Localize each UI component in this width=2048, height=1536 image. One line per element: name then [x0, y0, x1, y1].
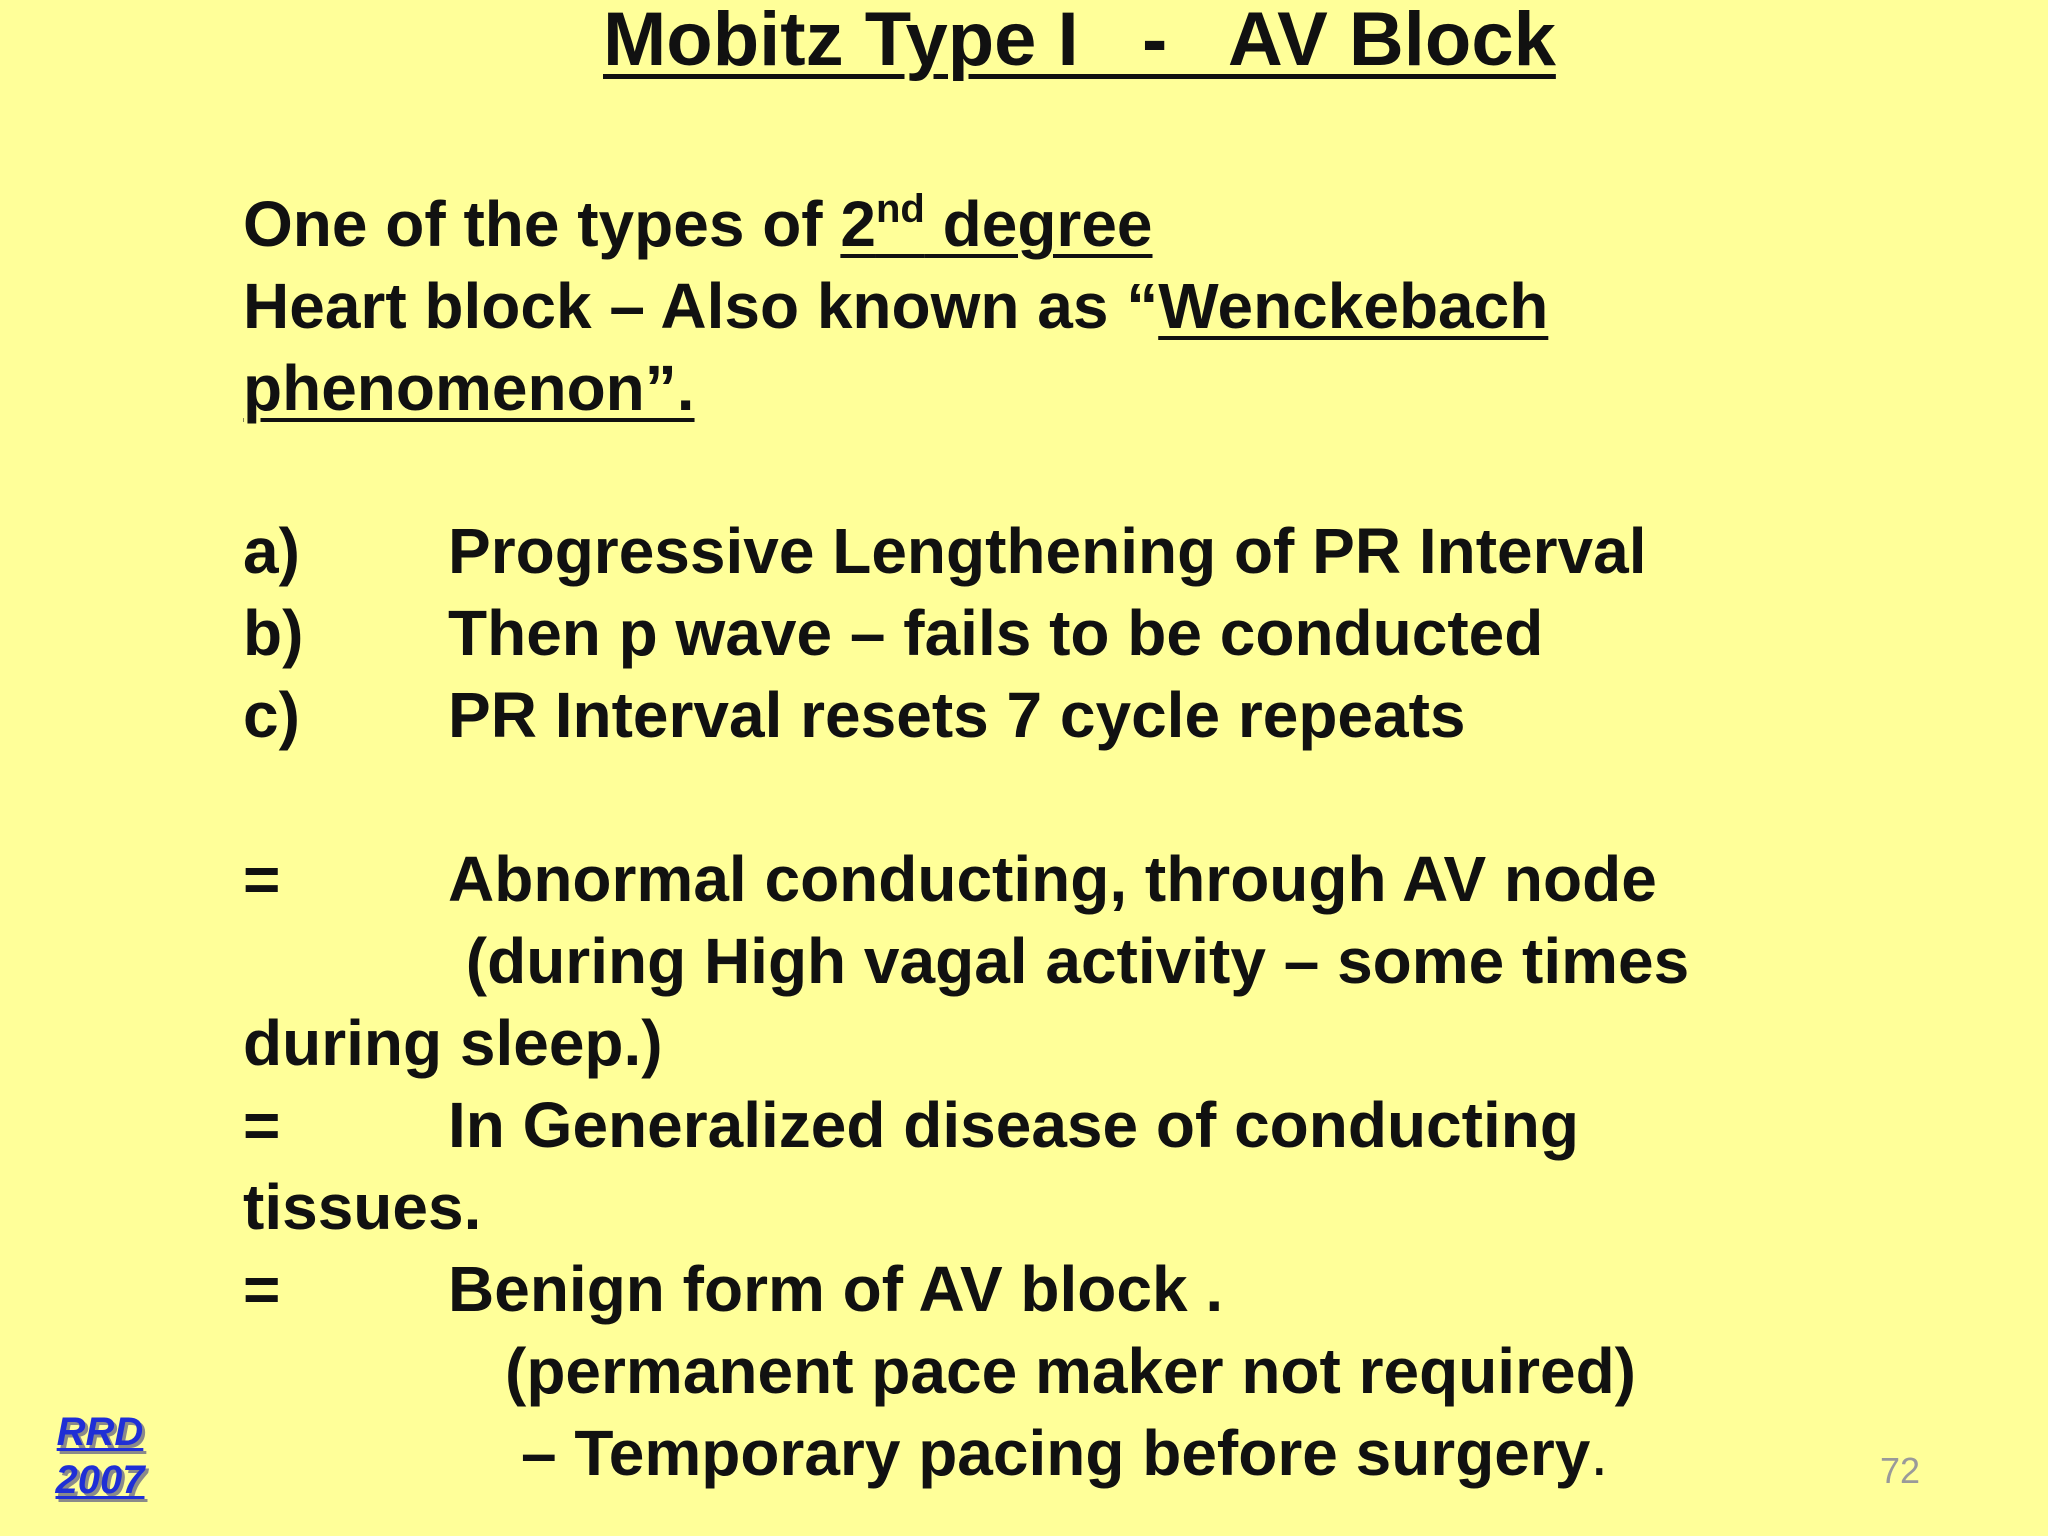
point-1-text: Abnormal conducting, through AV node: [448, 843, 1657, 915]
list-label-c: c): [243, 679, 300, 751]
intro-line-3: phenomenon”.: [243, 352, 695, 424]
point-3: [243, 1253, 1223, 1325]
intro-line-1: [243, 188, 1153, 260]
point-2-label: =: [243, 1089, 281, 1161]
point-3-sub-2-text: – Temporary pacing before surgery: [521, 1417, 1591, 1489]
logo-line-2: 2007: [55, 1458, 145, 1502]
point-3-sub-2: [521, 1417, 1608, 1489]
list-text-a: Progressive Lengthening of PR Interval: [448, 515, 1647, 587]
point-1: [243, 843, 1657, 915]
degree-phrase: [840, 188, 1152, 260]
point-1-sub: (during High vagal activity – some times: [448, 925, 1690, 997]
intro-line-1-prefix: One of the types of: [243, 188, 841, 260]
list-item-c: [243, 679, 1466, 751]
list-text-c: PR Interval resets 7 cycle repeats: [448, 679, 1466, 751]
page-number: 72: [1880, 1450, 1921, 1491]
list-text-b: Then p wave – fails to be conducted: [448, 597, 1544, 669]
point-1-label: =: [243, 843, 281, 915]
intro-line-2-prefix: Heart block – Also known as “: [243, 270, 1159, 342]
list-label-a: a): [243, 515, 300, 587]
wenckebach-term: Wenckebach: [1158, 270, 1549, 342]
point-2-text: In Generalized disease of conducting: [448, 1089, 1579, 1161]
rrd-logo: [30, 1408, 170, 1504]
slide-title: Mobitz Type I - AV Block: [603, 0, 1556, 82]
intro-line-2: [243, 270, 1548, 342]
degree-number: 2: [840, 188, 876, 260]
logo-line-1: RRD: [56, 1410, 144, 1454]
point-3-text: Benign form of AV block .: [448, 1253, 1224, 1325]
point-1-cont: during sleep.): [243, 1007, 663, 1079]
degree-word: degree: [924, 188, 1153, 260]
point-2: [243, 1089, 1579, 1161]
list-item-a: [243, 515, 1646, 587]
list-label-b: b): [243, 597, 304, 669]
point-3-sub-1: (permanent pace maker not required): [505, 1335, 1636, 1407]
point-3-sub-2-period: .: [1590, 1417, 1609, 1489]
list-item-b: [243, 597, 1543, 669]
degree-superscript: nd: [875, 187, 925, 231]
point-3-label: =: [243, 1253, 281, 1325]
point-2-cont: tissues.: [243, 1171, 482, 1243]
